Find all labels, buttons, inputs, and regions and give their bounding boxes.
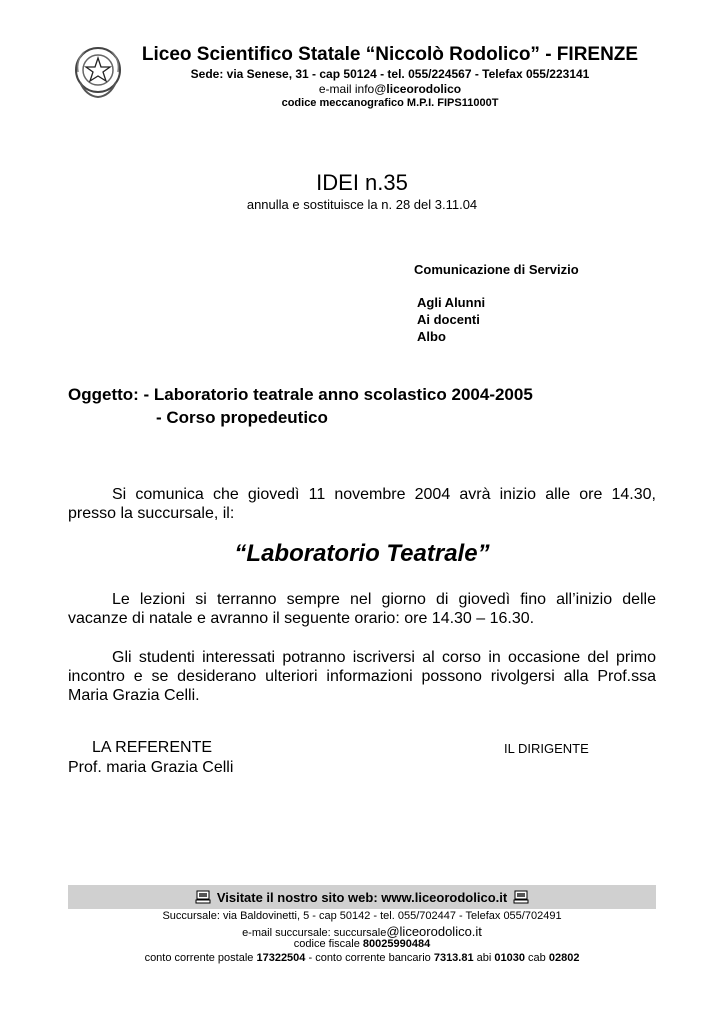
school-code: codice meccanografico M.P.I. FIPS11000T xyxy=(281,97,499,109)
body-paragraph-2: Le lezioni si terranno sempre nel giorno di giovedì fino all’inizio delle vacanze di natale e avranno il seguente orario: ore 14.30 – 16.30. xyxy=(68,591,656,627)
highlight-title: “Laboratorio Teatrale” xyxy=(234,540,490,567)
school-name: Liceo Scientifico Statale “Niccolò Rodolico” - FIRENZE xyxy=(141,44,639,65)
dirigente-title: IL DIRIGENTE xyxy=(504,741,589,756)
computer-icon xyxy=(195,890,211,904)
website-link[interactable]: Visitate il nostro sito web: www.liceorodolico.it xyxy=(216,889,508,905)
referente-title: LA REFERENTE xyxy=(92,739,213,756)
body-paragraph-1: Si comunica che giovedì 11 novembre 2004 avrà inizio alle ore 14.30, presso la succursale, il: xyxy=(68,486,656,522)
recipient: Ai docenti xyxy=(417,312,480,327)
bank-accounts: conto corrente postale 17322504 - conto corrente bancario 7313.81 abi 01030 cab 02802 xyxy=(144,952,580,964)
document-subtitle: annulla e sostituisce la n. 28 del 3.11.04 xyxy=(246,197,478,212)
branch-address: Succursale: via Baldovinetti, 5 - cap 50142 - tel. 055/702447 - Telefax 055/702491 xyxy=(162,910,562,922)
communication-type: Comunicazione di Servizio xyxy=(414,262,579,277)
body-paragraph-3: Gli studenti interessati potranno iscriversi al corso in occasione del primo incontro e se desiderano ulteriori informazioni possono rivolgersi alla Prof.ssa Maria Grazia Celli. xyxy=(68,649,656,704)
recipient: Agli Alunni xyxy=(417,295,486,310)
recipient: Albo xyxy=(417,329,446,344)
website-bar xyxy=(68,885,656,909)
school-email: e-mail info@liceorodolico xyxy=(318,82,462,96)
subject-line-1: Oggetto: - Laboratorio teatrale anno scolastico 2004-2005 xyxy=(68,385,533,404)
computer-icon xyxy=(513,890,529,904)
document-title: IDEI n.35 xyxy=(316,170,408,195)
subject-line-2: - Corso propedeutico xyxy=(156,408,328,427)
fiscal-code: codice fiscale 80025990484 xyxy=(293,938,431,950)
branch-email: e-mail succursale: succursale@liceorodolico.it xyxy=(242,924,482,939)
school-address: Sede: via Senese, 31 - cap 50124 - tel. 055/224567 - Telefax 055/223141 xyxy=(190,67,590,81)
referente-name: Prof. maria Grazia Celli xyxy=(68,759,234,776)
